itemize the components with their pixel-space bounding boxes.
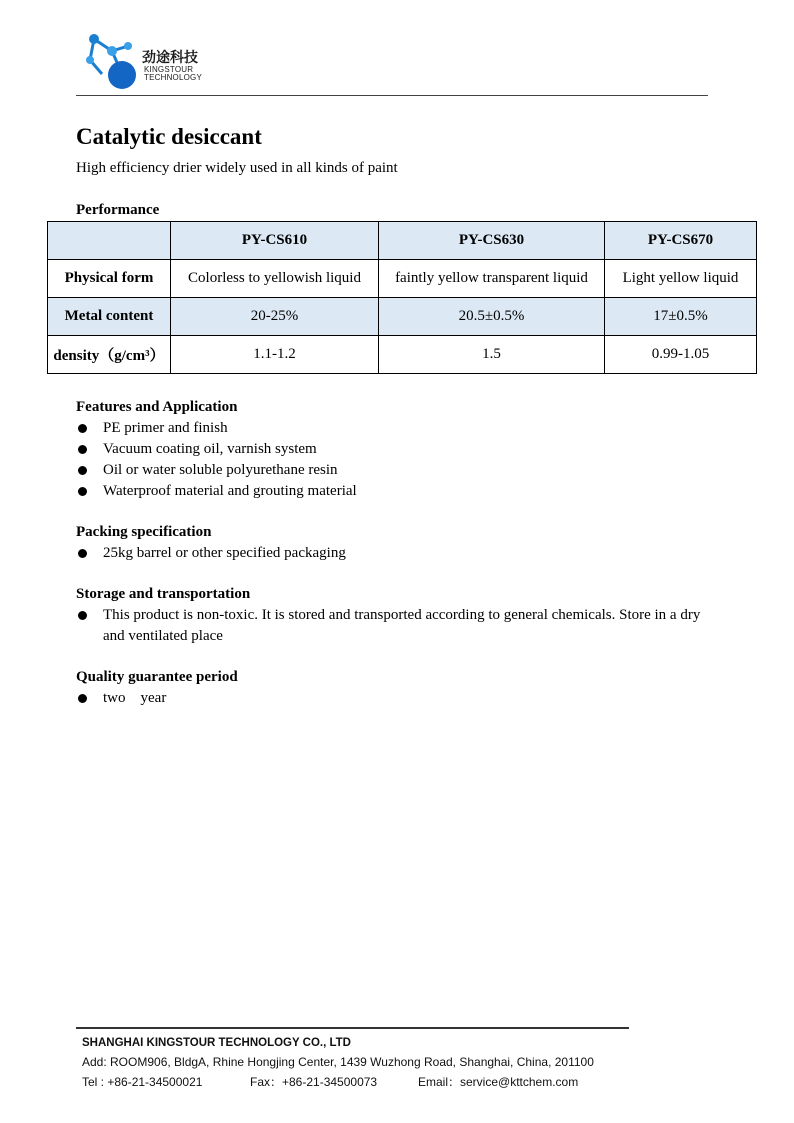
row-label: density（g/cm³） [48,336,171,374]
logo-english-line2: TECHNOLOGY [144,73,203,82]
footer-address: Add: ROOM906, BldgA, Rhine Hongjing Center, 1439 Wuzhong Road, Shanghai, China, 201100 [82,1055,594,1069]
list-item: PE primer and finish [76,418,357,439]
storage-heading: Storage and transportation [76,586,251,602]
molecule-logo-icon [80,30,142,90]
table-cell: 1.5 [379,336,605,374]
table-header-row [48,222,757,260]
table-header-cell: PY-CS630 [379,222,605,260]
footer-contact [82,1073,578,1090]
bullet-icon [78,466,87,475]
logo-chinese-name: 劲途科技 [142,50,198,66]
bullet-icon [78,694,87,703]
table-header-cell: PY-CS610 [171,222,379,260]
logo-english-line1: KINGSTOUR [144,65,194,74]
storage-section [76,584,718,647]
table-cell: Light yellow liquid [605,260,757,298]
row-label: Physical form [48,260,171,298]
footer-email: Email：service@kttchem.com [418,1075,579,1089]
quality-heading: Quality guarantee period [76,669,238,685]
list-item: 25kg barrel or other specified packaging [76,543,346,564]
footer-fax: Fax：+86-21-34500073 [250,1075,378,1089]
packing-section [76,522,346,564]
list-item: Oil or water soluble polyurethane resin [76,460,357,481]
table-header-cell [48,222,171,260]
table-row [48,298,757,336]
list-item: This product is non-toxic. It is stored and transported according to general chemicals. Store in a dry and ventilated place [76,605,718,647]
footer-tel: Tel : +86-21-34500021 [82,1075,203,1089]
footer-divider [76,1027,629,1029]
list-item: Vacuum coating oil, varnish system [76,439,357,460]
list-item: two year [76,688,238,709]
performance-heading: Performance [76,202,160,218]
table-cell: 0.99-1.05 [605,336,757,374]
bullet-icon [78,424,87,433]
features-heading: Features and Application [76,399,238,415]
table-cell: 20-25% [171,298,379,336]
table-cell: Colorless to yellowish liquid [171,260,379,298]
table-cell: 20.5±0.5% [379,298,605,336]
bullet-icon [78,549,87,558]
bullet-icon [78,611,87,620]
list-item: Waterproof material and grouting material [76,481,357,502]
table-row [48,260,757,298]
packing-heading: Packing specification [76,524,212,540]
table-cell: faintly yellow transparent liquid [379,260,605,298]
table-row [48,336,757,374]
page-subtitle: High efficiency drier widely used in all kinds of paint [76,160,398,176]
company-logo [80,30,220,92]
header-divider [76,95,708,96]
table-cell: 17±0.5% [605,298,757,336]
quality-section [76,667,238,709]
bullet-icon [78,487,87,496]
table-cell: 1.1-1.2 [171,336,379,374]
bullet-icon [78,445,87,454]
footer-company: SHANGHAI KINGSTOUR TECHNOLOGY CO., LTD [82,1037,351,1049]
table-header-cell: PY-CS670 [605,222,757,260]
features-section [76,397,357,502]
performance-table [47,221,757,374]
page-title: Catalytic desiccant [76,124,262,149]
row-label: Metal content [48,298,171,336]
